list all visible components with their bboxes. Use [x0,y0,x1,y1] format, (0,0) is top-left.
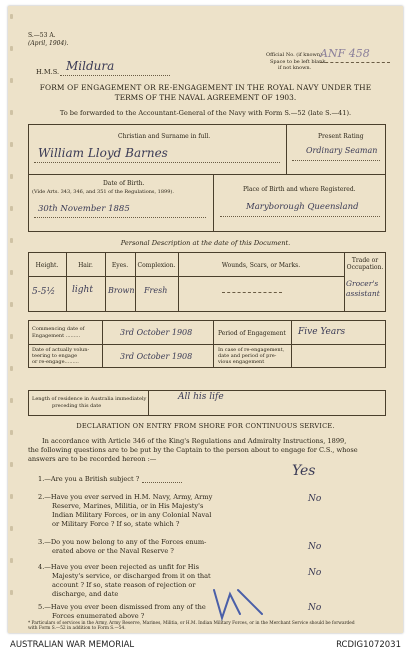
footnote: * Particulars of services in the Army, Army Reserve, Marines, Militia, or H.M. Indian Military Forces, or in the Merchant Service should be forwarded [28,621,355,626]
binder-mark [10,270,13,275]
question-4: 4.—Have you ever been rejected as unfit for His [38,563,199,571]
declaration-heading: DECLARATION ON ENTRY FROM SHORE FOR CONTINUOUS SERVICE. [76,422,335,430]
question-4-line-3: account ? If so, state reason of rejection or [52,581,196,589]
rating-value: Ordinary Seaman [306,146,378,155]
header-trade: Trade or Occupation. [346,257,384,271]
question-2-line-2: Reserve, Marines, Militia, or in His Majesty's [52,502,204,510]
pob-value: Maryborough Queensland [246,202,359,212]
binder-mark [10,398,13,403]
complexion-value: Fresh [144,286,168,295]
hms-line [60,75,170,76]
footnote-2: with Form S.—52 in addition to Form S.—54. [28,626,126,631]
declaration-intro-2: the following questions are to be put by the Captain to the person about to engage for C.S., whose [28,446,358,454]
question-2-line-3: Indian Military Forces, or in any Colonial Naval [52,511,212,519]
residence-value: All his life [178,392,224,402]
blue-pencil-mark [208,584,268,624]
question-5-line-2: Forces enumerated above ? [52,612,145,620]
question-2-line-4: or Military Force ? If so, state which ? [52,520,180,528]
header-wounds: Wounds, Scars, or Marks. [221,262,301,269]
volunteer-label-3: or re-engage......... [32,359,79,365]
binder-mark [10,302,13,307]
commencing-label: Commencing date of [32,326,85,332]
form-title-2: TERMS OF THE NAVAL AGREEMENT OF 1903. [114,93,297,102]
answer-5: No [308,603,322,613]
question-3-line-2: erated above or the Naval Reserve ? [52,547,174,555]
answer-1: Yes [292,463,316,479]
rating-label: Present Rating [318,133,364,140]
reengagement-label: In case of re-engagement, [218,347,285,353]
official-no-line [320,62,390,63]
header-complexion: Complexion. [137,262,176,269]
document-page [8,6,403,633]
description-table [28,252,386,312]
header-hair: Hair. [78,262,93,269]
declaration-intro-3: answers are to be recorded hereon :— [28,455,157,463]
question-4-line-4: discharge, and date [52,590,119,598]
binder-mark [10,430,13,435]
question-5: 5.—Have you ever been dismissed from any of the [38,603,206,611]
header-eyes: Eyes. [111,262,129,269]
binder-mark [10,174,13,179]
commencing-label-2: Engagement ......... [32,333,81,339]
volunteer-value: 3rd October 1908 [120,352,193,361]
period-value: Five Years [298,327,346,337]
binder-mark [10,366,13,371]
form-date: (April, 1904). [28,40,69,47]
name-value: William Lloyd Barnes [38,146,168,160]
dob-label: Date of Birth. [103,180,145,187]
pob-label: Place of Birth and where Registered. [243,186,356,193]
form-code: S.—53 A. [28,32,56,39]
footer-right: RCDIG1072031 [336,640,401,650]
dob-note: (Vide Arts. 343, 346, and 351 of the Regulations, 1899). [32,189,174,195]
declaration-intro: In accordance with Article 346 of the King's Regulations and Admiralty Instructions, 1899, [42,437,347,445]
binder-mark [10,494,13,499]
wounds-value-dash [222,292,282,293]
trade-value: Grocer's assistant [346,279,380,298]
residence-label: Length of residence in Australia immediately [32,396,147,402]
question-4-line-2: Majesty's service, or discharged from it on that [52,572,211,580]
hms-value: Mildura [66,59,115,73]
answer-3: No [308,542,322,552]
binder-mark [10,462,13,467]
name-label: Christian and Surname in full. [118,133,211,140]
answer-4: No [308,568,322,578]
binder-mark [10,206,13,211]
dob-value: 30th November 1885 [38,204,130,214]
eyes-value: Brown [108,286,135,295]
header-height: Height. [35,262,59,269]
binder-mark [10,526,13,531]
binder-mark [10,14,13,19]
question-3: 3.—Do you now belong to any of the Forces enum- [38,538,207,546]
official-no-value: ANF 458 [320,47,370,60]
reengagement-label-2: date and period of pre- [218,353,277,359]
binder-mark [10,558,13,563]
description-heading: Personal Description at the date of this Document. [120,239,291,247]
forward-note: To be forwarded to the Accountant-General of the Navy with Form S.—52 (late S.—41). [59,109,352,117]
space-note: Space to be left blank [270,59,326,65]
residence-label-2: preceding this date [52,403,102,409]
volunteer-label-2: teering to engage [32,353,78,359]
space-note: if not known. [278,65,312,71]
commencing-value: 3rd October 1908 [120,328,193,337]
question-1: 1.—Are you a British subject ? [38,475,140,483]
binder-mark [10,334,13,339]
volunteer-label: Date of actually volun- [32,347,90,353]
period-label: Period of Engagement [218,330,286,337]
footer-left: AUSTRALIAN WAR MEMORIAL [10,640,135,650]
binder-mark [10,46,13,51]
hms-label: H.M.S. [36,68,60,76]
hair-value: light [72,285,93,295]
official-no-label: Official No. (if known). [266,52,324,58]
binder-mark [10,142,13,147]
reengagement-label-3: vious engagement [218,359,265,365]
question-2: 2.—Have you ever served in H.M. Navy, Army, Army [38,493,213,501]
binder-mark [10,590,13,595]
height-value: 5-5½ [32,287,56,297]
form-title: FORM OF ENGAGEMENT OR RE-ENGAGEMENT IN THE ROYAL NAVY UNDER THE [39,83,372,92]
answer-2: No [308,494,322,504]
